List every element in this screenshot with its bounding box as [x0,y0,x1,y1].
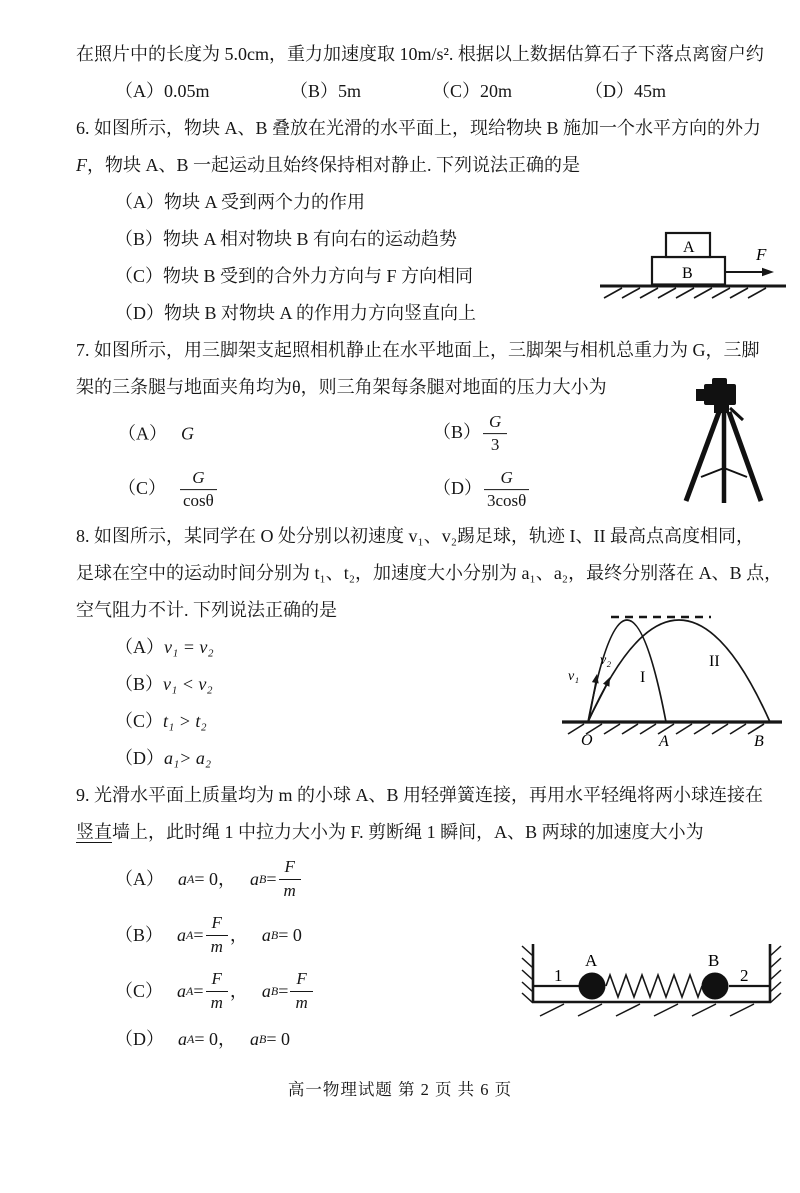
fraction: $\frac{F}{m}$ [206,969,228,1013]
fraction: $\frac{G}{3}$ [483,412,507,456]
option-label: （C） [115,711,164,731]
option-text: v₁ < v₂ [163,674,213,694]
symbol-aA: a [178,868,187,889]
underlined-text: 竖直 [76,822,112,842]
ball-a-label: A [585,951,598,970]
ball-b-label: B [708,951,720,970]
q5-option-c [432,73,512,110]
option-label: （C） [432,81,481,101]
option-label: （C） [115,266,164,286]
exam-content [0,36,800,1059]
option-text: t₁ > t₂ [163,711,207,731]
symbol-aA: a [178,1028,187,1049]
block-b-label: B [682,265,693,282]
equals: = [193,924,204,945]
q7-option-b [433,412,509,456]
point-a-label: A [659,733,669,750]
force-arrowhead [762,268,774,276]
option-label: （C） [118,478,167,499]
q9-option-a: （A） a A = 0 ， a B = $\frac{F}{m}$ [76,851,800,907]
option-label: （A） [115,81,164,101]
option-text: 物块 B 受到的合外力方向与 F 方向相同 [163,266,474,286]
point-b-label: B [754,733,764,750]
force-label: F [756,245,767,264]
option-label: （B） [115,924,164,945]
fraction: $\frac{F}{m}$ [290,969,312,1013]
q8-stem-line1: 8. 如图所示，某同学在 O 处分别以初速度 v₁、v₂踢足球，轨迹 I、II 最高点高度相同， [76,526,755,546]
q6-blocks-figure [598,224,798,319]
rope-1-label: 1 [554,966,563,985]
ball-b [702,973,729,1000]
option-label: （D） [115,748,164,768]
rope-2-label: 2 [740,966,749,985]
camera-icon [696,378,736,413]
option-label: （C） [115,980,164,1001]
q9-option-d: （D） a A = 0 ， a B = 0 [76,1019,800,1059]
q8-stem-line2: 足球在空中的运动时间分别为 t₁、t₂，加速度大小分别为 a₁、a₂，最终分别落在 A、B 点， [76,563,783,583]
symbol-aB: a [261,924,271,945]
value: = 0 [266,1028,290,1049]
symbol-aB: a [250,868,259,889]
option-label: （D） [115,1028,164,1049]
v2-label: v₂ [600,653,612,668]
trajectory-1-curve [588,620,666,722]
q7-option-d [433,468,531,512]
q9-stem-line1: 9. 光滑水平面上质量均为 m 的小球 A、B 用轻弹簧连接，再用水平轻绳将两小球连接在 [76,785,764,805]
trajectory-2-label: II [709,653,720,670]
option-label: （B） [115,229,164,249]
q9-option-c: （C） a A = $\frac{F}{m}$ ， a B = $\frac{F}{m}$ [76,963,800,1019]
option-label: （D） [585,81,634,101]
option-text: 0.05m [164,81,210,101]
ground-hatching [540,1004,754,1016]
q9-option-b: （B） a A = $\frac{F}{m}$ ， a B = 0 [115,913,302,956]
option-text: G [181,423,194,444]
spring [606,975,702,997]
q9-stem-line2-text: 墙上，此时绳 1 中拉力大小为 F. 剪断绳 1 瞬间，A、B 两球的加速度大小为 [112,822,704,842]
symbol-aA: a [177,924,187,945]
q7-option-c [118,468,219,512]
symbol-aB: a [261,980,271,1001]
ball-a [579,973,606,1000]
block-a-label: A [683,239,695,256]
equals: = [278,980,289,1001]
option-label: （A） [115,868,164,889]
option-label: （A） [115,192,164,212]
symbol-aA: a [177,980,187,1001]
trajectory-1-label: I [640,669,646,686]
option-label: （B） [290,81,339,101]
option-text: v₁ = v₂ [164,637,214,657]
option-text: 5m [338,81,362,101]
point-o-label: O [581,732,593,749]
ground-hatching [604,288,766,298]
q5-option-d [585,73,666,110]
option-text: 物块 B 对物块 A 的作用力方向竖直向上 [164,303,477,323]
q6-stem-line2 [76,147,800,184]
fraction: $\frac{G}{\cos\theta}$ [180,468,217,512]
q5-option-a [115,73,210,110]
q8-stem-line3: 空气阻力不计. 下列说法正确的是 [76,600,337,620]
option-label: （B） [115,674,164,694]
q8-trajectory-figure [556,598,798,753]
option-text: 20m [480,81,513,101]
option-text: a₁> a₂ [164,748,212,768]
q7-stem-line1: 7. 如图所示，用三脚架支起照相机静止在水平地面上，三脚架与相机总重力为 G，三脚 [76,340,760,360]
q6-option-a [76,184,800,221]
fraction: $\frac{G}{3\cos\theta}$ [484,468,529,512]
option-label: （D） [115,303,164,323]
value: = 0 [194,1028,218,1049]
fraction: $\frac{F}{m}$ [206,913,228,957]
separator: ， [229,980,248,1001]
q6-stem-line2-text: ，物块 A、B 一起运动且始终保持相对静止. 下列说法正确的是 [87,155,581,175]
option-text: 物块 A 受到两个力的作用 [164,192,366,212]
option-label: （A） [118,423,167,444]
separator: ， [218,1028,236,1049]
q7-option-a [118,416,194,453]
v1-label: v₁ [568,669,580,684]
v2-arrowhead [603,677,610,687]
option-text: 45m [634,81,667,101]
q9-stem-line2 [76,814,800,851]
q6-stem-line1: 6. 如图所示，物块 A、B 叠放在光滑的水平面上，现给物块 B 施加一个水平方向的外力 [76,118,762,138]
separator: ， [229,924,248,945]
symbol-aB: a [250,1028,259,1049]
value: = 0 [194,868,218,889]
option-text: 物块 A 相对物块 B 有向右的运动趋势 [163,229,458,249]
q7-stem-line2: 架的三条腿与地面夹角均为θ，则三角架每条腿对地面的压力大小为 [76,377,607,397]
option-label: （B） [433,422,482,443]
option-label: （D） [433,478,482,499]
separator: ， [218,868,236,889]
q5-stem: 在照片中的长度为 5.0cm，重力加速度取 10m/s². 根据以上数据估算石子下落点离窗户约 [76,44,764,64]
force-symbol: F [76,155,87,175]
option-label: （A） [115,637,164,657]
fraction: $\frac{F}{m}$ [279,857,301,901]
q9-spring-figure [512,938,794,1018]
value: = 0 [278,924,302,945]
q5-option-b [290,73,361,110]
tripod-legs [686,408,761,503]
page-footer: 高一物理试题 第 2 页 共 6 页 [287,1080,513,1099]
q7-tripod-figure [674,378,774,506]
q5-options [76,73,800,110]
equals: = [266,868,277,889]
trajectory-2-curve [588,620,770,722]
equals: = [193,980,204,1001]
